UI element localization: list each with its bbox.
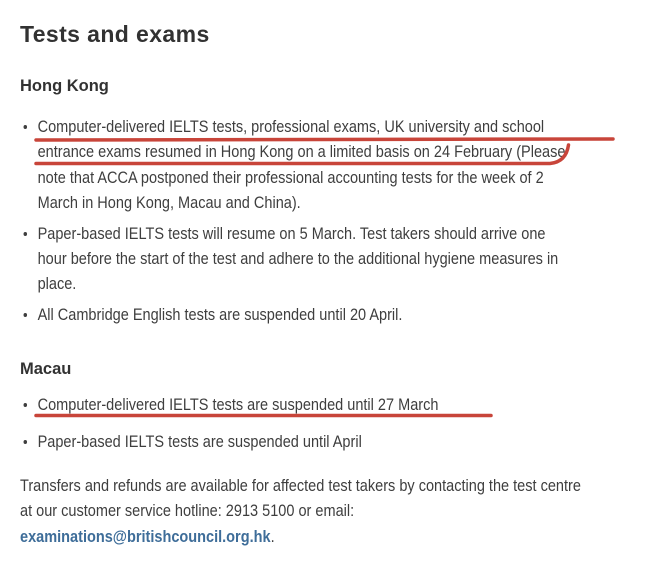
bullet-line: Computer-delivered IELTS tests, professional exams, UK university and school xyxy=(37,118,545,136)
bullet-line: All Cambridge English tests are suspended until 20 April. xyxy=(37,305,403,324)
email-suffix: . xyxy=(270,527,275,546)
bullet-item-cambridge-suspended xyxy=(20,303,565,328)
section-heading-macau: Macau xyxy=(20,359,72,378)
email-link[interactable]: examinations@britishcouncil.org.hk xyxy=(20,527,271,546)
bullet-line: March in Hong Kong, Macau and China). xyxy=(37,194,301,213)
bullet-line: Paper-based IELTS tests will resume on 5 March. Test takers should arrive one xyxy=(37,224,546,243)
bullet-item-paper-ielts-resume xyxy=(20,222,565,298)
footer-line: at our customer service hotline: 2913 5100 or email: xyxy=(20,502,355,521)
bullet-icon xyxy=(24,313,28,317)
hong-kong-bullet-list xyxy=(20,115,565,333)
footer-line-email xyxy=(20,525,581,550)
bullet-item-computer-ielts-resumed xyxy=(20,115,565,217)
bullet-icon xyxy=(24,403,28,407)
bullet-item-macau-computer-ielts xyxy=(20,393,438,418)
bullet-line: place. xyxy=(37,275,77,294)
bullet-icon xyxy=(24,125,28,129)
bullet-item-macau-paper-ielts xyxy=(20,430,438,455)
bullet-line: entrance exams resumed in Hong Kong on a limited basis on 24 February (Please xyxy=(37,143,566,162)
bullet-line: Paper-based IELTS tests are suspended until April xyxy=(37,433,362,452)
bullet-line: hour before the start of the test and adhere to the additional hygiene measures in xyxy=(37,250,559,269)
footer-line: Transfers and refunds are available for affected test takers by contacting the test centre xyxy=(20,477,581,495)
bullet-icon xyxy=(24,232,28,236)
bullet-icon xyxy=(24,440,28,444)
footer-paragraph xyxy=(20,474,581,550)
page-title: Tests and exams xyxy=(20,21,210,48)
macau-bullet-list xyxy=(20,393,438,468)
bullet-line: note that ACCA postponed their professional accounting tests for the week of 2 xyxy=(37,168,544,187)
section-heading-hong-kong: Hong Kong xyxy=(20,76,109,95)
bullet-line: Computer-delivered IELTS tests are suspended until 27 March xyxy=(37,396,439,414)
